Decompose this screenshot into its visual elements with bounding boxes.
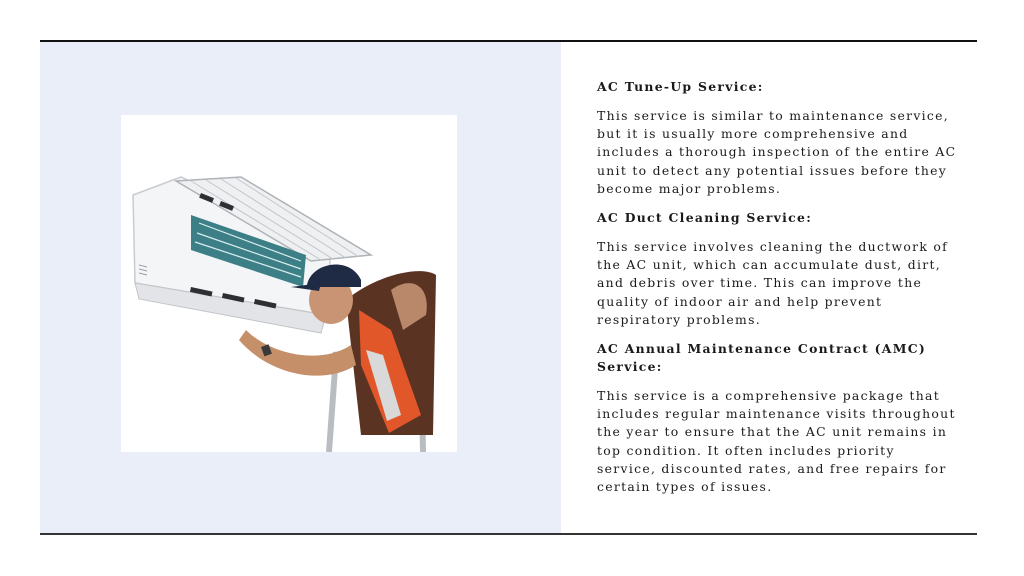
- section-heading-duct-cleaning: AC Duct Cleaning Service:: [597, 210, 813, 226]
- section-body-duct-cleaning: This service involves cleaning the ductwork of the AC unit, which can accumulate dust, dirt, and debris over time. This can improve the quality of indoor air and help prevent respiratory problems.: [597, 239, 949, 327]
- services-text: [597, 78, 957, 507]
- technician-photo: [121, 115, 457, 452]
- section-body-tune-up: This service is similar to maintenance service, but it is usually more comprehensive and includes a thorough inspection of the entire AC unit to detect any potential issues before they become major problems.: [597, 108, 957, 196]
- section-body-amc: This service is a comprehensive package that includes regular maintenance visits throughout the year to ensure that the AC unit remains in top condition. It often includes priority service, discounted rates, and free repairs for certain types of issues.: [597, 388, 956, 495]
- section-heading-amc: AC Annual Maintenance Contract (AMC) Service:: [597, 341, 927, 375]
- section-heading-tune-up: AC Tune-Up Service:: [597, 79, 764, 94]
- ac-repair-illustration-icon: [121, 115, 457, 452]
- bottom-divider: [40, 533, 977, 535]
